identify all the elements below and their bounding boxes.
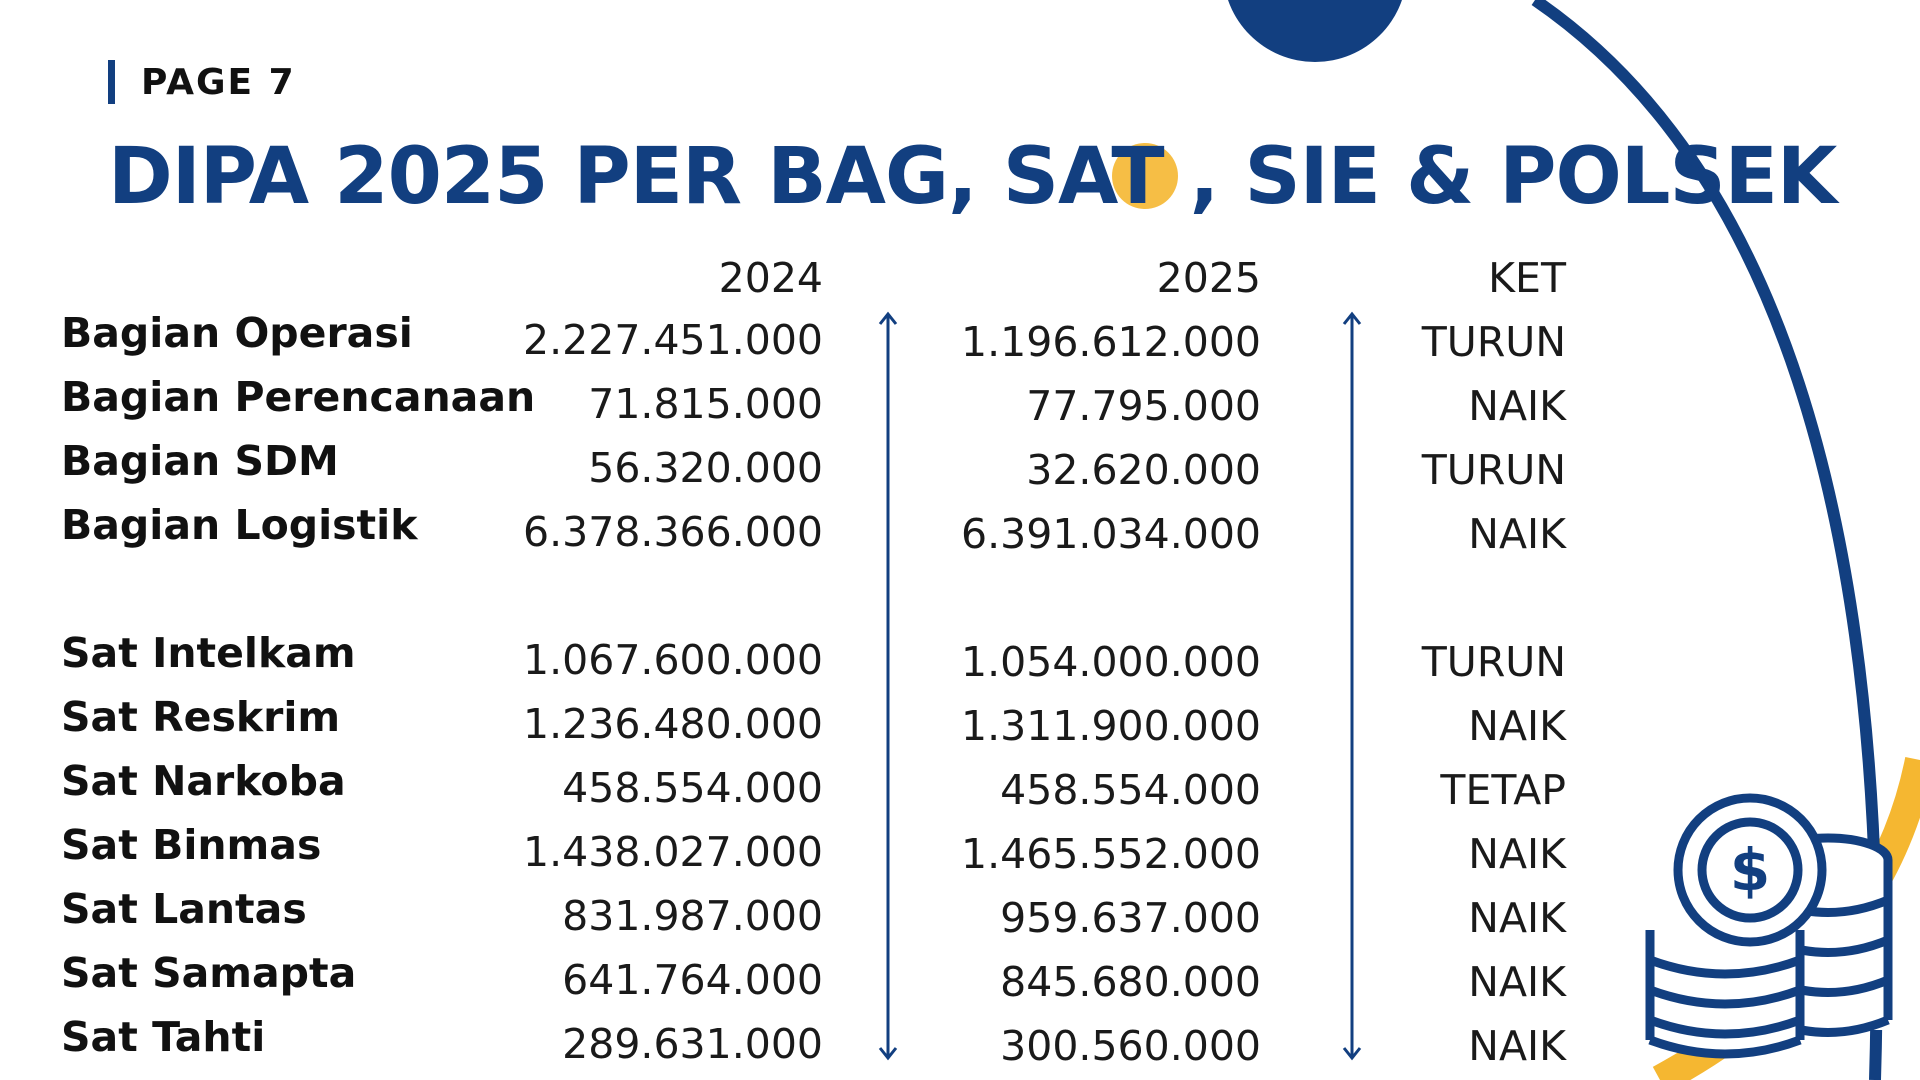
value-2025: 959.637.000	[1000, 894, 1261, 942]
value-2024: 289.631.000	[562, 1020, 823, 1068]
value-2024: 71.815.000	[588, 380, 823, 428]
row-label: Sat Binmas	[61, 821, 322, 869]
row-label: Bagian Operasi	[61, 309, 413, 357]
row-label: Sat Samapta	[61, 949, 357, 997]
page-number: PAGE 7	[141, 61, 296, 103]
value-2025: 1.054.000.000	[961, 638, 1261, 686]
column-header-2025: 2025	[1156, 254, 1261, 302]
value-2024: 641.764.000	[562, 956, 823, 1004]
value-2024: 56.320.000	[588, 444, 823, 492]
row-label: Sat Intelkam	[61, 629, 356, 677]
row-label: Sat Reskrim	[61, 693, 341, 741]
value-2024: 831.987.000	[562, 892, 823, 940]
value-2025: 32.620.000	[1026, 446, 1261, 494]
value-2024: 6.378.366.000	[523, 508, 823, 556]
ket-status: TURUN	[1421, 638, 1566, 686]
value-2025: 1.465.552.000	[961, 830, 1261, 878]
value-2025: 1.196.612.000	[961, 318, 1261, 366]
ket-status: TURUN	[1421, 446, 1566, 494]
ket-status: NAIK	[1468, 958, 1566, 1006]
value-2025: 458.554.000	[1000, 766, 1261, 814]
value-2025: 6.391.034.000	[961, 510, 1261, 558]
ket-status: TETAP	[1440, 766, 1566, 814]
ket-status: NAIK	[1468, 830, 1566, 878]
row-label: Sat Lantas	[61, 885, 307, 933]
value-2024: 1.236.480.000	[523, 700, 823, 748]
row-label: Sat Tahti	[61, 1013, 266, 1061]
ket-status: NAIK	[1468, 510, 1566, 558]
value-2025: 1.311.900.000	[961, 702, 1261, 750]
svg-text:$: $	[1729, 836, 1771, 904]
value-2025: 845.680.000	[1000, 958, 1261, 1006]
row-label: Bagian SDM	[61, 437, 339, 485]
arrow-2024-column	[880, 314, 896, 1058]
value-2025: 300.560.000	[1000, 1022, 1261, 1070]
column-header-ket: KET	[1488, 254, 1566, 302]
value-2024: 2.227.451.000	[523, 316, 823, 364]
value-2024: 1.438.027.000	[523, 828, 823, 876]
ket-status: NAIK	[1468, 382, 1566, 430]
row-label: Bagian Logistik	[61, 501, 418, 549]
row-label: Sat Narkoba	[61, 757, 346, 805]
ket-status: TURUN	[1421, 318, 1566, 366]
row-label: Bagian Perencanaan	[61, 373, 536, 421]
ket-status: NAIK	[1468, 1022, 1566, 1070]
value-2024: 458.554.000	[562, 764, 823, 812]
value-2025: 77.795.000	[1026, 382, 1261, 430]
ket-status: NAIK	[1468, 702, 1566, 750]
page-title: DIPA 2025 PER BAG, SAT , SIE & POLSEK	[108, 132, 1837, 222]
column-header-2024: 2024	[718, 254, 823, 302]
coins-dollar-icon	[1640, 790, 1900, 1070]
ket-status: NAIK	[1468, 894, 1566, 942]
value-2024: 1.067.600.000	[523, 636, 823, 684]
arrow-2025-column	[1344, 314, 1360, 1058]
